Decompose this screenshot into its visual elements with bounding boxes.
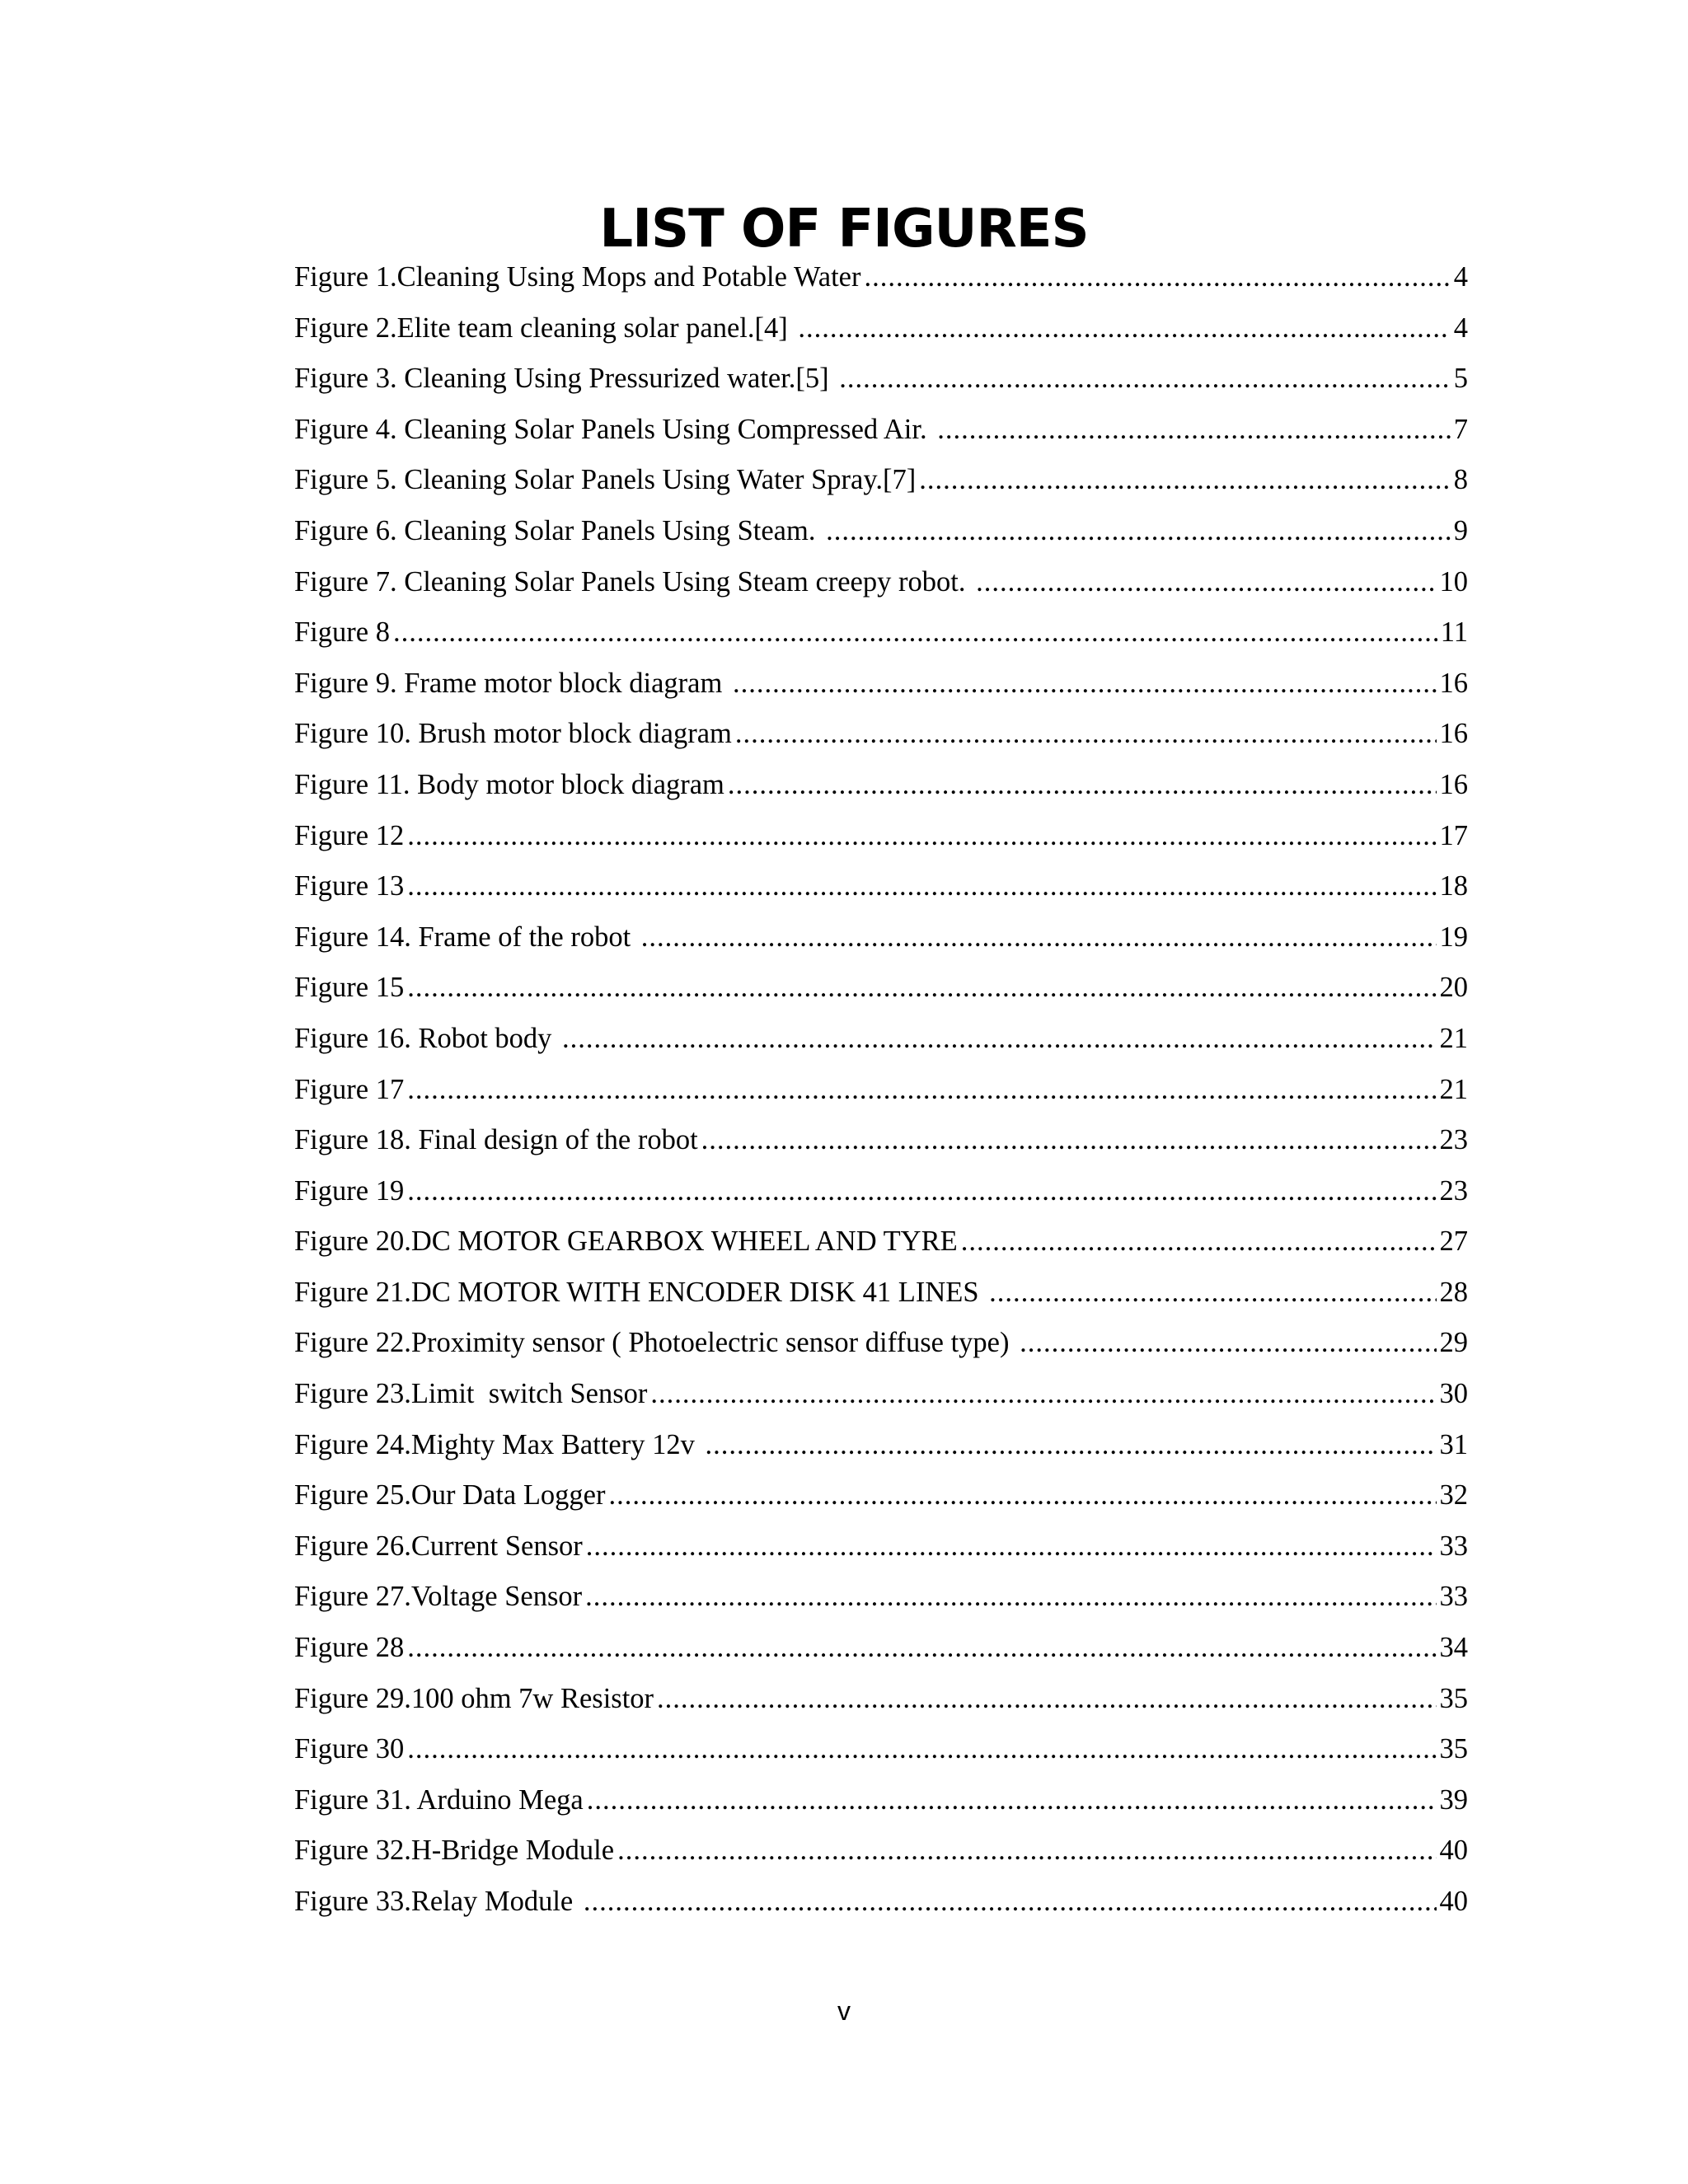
figure-entry[interactable]	[294, 557, 1468, 608]
page-number: v	[837, 1996, 851, 2026]
figure-entry-label: Figure 19	[294, 1174, 405, 1207]
figure-entry-page-number: 34	[1439, 1632, 1468, 1664]
figure-entry-label: Figure 16. Robot body	[294, 1022, 560, 1054]
dot-leader	[735, 709, 1437, 760]
page-title: LIST OF FIGURES	[599, 199, 1089, 260]
figure-entry-label: Figure 32.H-Bridge Module	[294, 1835, 615, 1867]
dot-leader	[864, 252, 1450, 303]
figure-entry[interactable]	[294, 963, 1468, 1014]
figure-entry[interactable]	[294, 506, 1468, 557]
figure-entry-page-number: 16	[1439, 667, 1468, 699]
figure-entry[interactable]	[294, 354, 1468, 405]
figure-entry-page-number: 5	[1453, 363, 1468, 395]
dot-leader	[407, 861, 1436, 912]
figure-entry[interactable]	[294, 861, 1468, 912]
figure-entry-page-number: 30	[1439, 1378, 1468, 1410]
figure-entry-label: Figure 11. Body motor block diagram	[294, 768, 724, 800]
figure-entry-label: Figure 10. Brush motor block diagram	[294, 718, 732, 750]
figure-entry-label: Figure 4. Cleaning Solar Panels Using Compressed Air.	[294, 413, 935, 445]
dot-leader	[584, 1877, 1437, 1928]
figure-entry-label: Figure 29.100 ohm 7w Resistor	[294, 1682, 654, 1714]
figure-entry-label: Figure 15	[294, 972, 405, 1004]
figure-entry-label: Figure 14. Frame of the robot	[294, 921, 638, 953]
figure-entry-label: Figure 23.Limit switch Sensor	[294, 1378, 648, 1410]
figure-entry-page-number: 40	[1439, 1835, 1468, 1867]
figure-entry[interactable]	[294, 811, 1468, 862]
figure-entry-page-number: 40	[1439, 1886, 1468, 1917]
figure-entry[interactable]	[294, 1775, 1468, 1826]
figure-entry[interactable]	[294, 709, 1468, 760]
dot-leader	[407, 1623, 1436, 1674]
figure-entry[interactable]	[294, 1420, 1468, 1471]
dot-leader	[407, 1065, 1436, 1116]
figure-entry-page-number: 21	[1439, 1073, 1468, 1105]
figure-entry[interactable]	[294, 455, 1468, 506]
dot-leader	[562, 1014, 1436, 1065]
figure-entry[interactable]	[294, 405, 1468, 456]
dot-leader	[728, 760, 1437, 811]
figure-entry-page-number: 4	[1453, 312, 1468, 344]
figure-entry[interactable]	[294, 1825, 1468, 1877]
figure-entry[interactable]	[294, 607, 1468, 658]
dot-leader	[407, 1166, 1436, 1217]
figure-entry[interactable]	[294, 303, 1468, 354]
figure-entry[interactable]	[294, 1216, 1468, 1268]
figure-entry[interactable]	[294, 1674, 1468, 1725]
figure-entry-page-number: 7	[1453, 413, 1468, 445]
figure-entry-page-number: 33	[1439, 1581, 1468, 1613]
figure-entry-page-number: 29	[1439, 1327, 1468, 1359]
figure-entry-label: Figure 30	[294, 1733, 405, 1765]
figure-entry[interactable]	[294, 1724, 1468, 1775]
figure-entry-page-number: 23	[1439, 1174, 1468, 1207]
dot-leader	[407, 1724, 1436, 1775]
dot-leader	[961, 1216, 1437, 1268]
dot-leader	[587, 1775, 1437, 1826]
figure-entry-label: Figure 17	[294, 1073, 405, 1105]
list-of-figures	[294, 252, 1468, 1928]
figure-entry-label: Figure 9. Frame motor block diagram	[294, 667, 729, 699]
figure-entry-page-number: 28	[1439, 1276, 1468, 1308]
figure-entry[interactable]	[294, 1166, 1468, 1217]
figure-entry-page-number: 23	[1439, 1124, 1468, 1156]
figure-entry[interactable]	[294, 658, 1468, 710]
figure-entry-page-number: 19	[1439, 921, 1468, 953]
figure-entry-page-number: 16	[1439, 768, 1468, 800]
figure-entry[interactable]	[294, 912, 1468, 963]
dot-leader	[839, 354, 1450, 405]
figure-entry[interactable]	[294, 1623, 1468, 1674]
figure-entry-page-number: 21	[1439, 1022, 1468, 1054]
dot-leader	[617, 1825, 1436, 1877]
dot-leader	[705, 1420, 1436, 1471]
figure-entry-page-number: 35	[1439, 1682, 1468, 1714]
figure-entry[interactable]	[294, 1877, 1468, 1928]
figure-entry[interactable]	[294, 760, 1468, 811]
figure-entry[interactable]	[294, 1065, 1468, 1116]
figure-entry-page-number: 33	[1439, 1530, 1468, 1562]
figure-entry-page-number: 4	[1453, 261, 1468, 293]
dot-leader	[641, 912, 1437, 963]
figure-entry-page-number: 10	[1439, 565, 1468, 598]
dot-leader	[657, 1674, 1436, 1725]
figure-entry[interactable]	[294, 1572, 1468, 1623]
figure-entry[interactable]	[294, 1470, 1468, 1521]
figure-entry-label: Figure 20.DC MOTOR GEARBOX WHEEL AND TYRE	[294, 1226, 958, 1258]
figure-entry-label: Figure 6. Cleaning Solar Panels Using Steam.	[294, 514, 823, 546]
figure-entry[interactable]	[294, 1318, 1468, 1369]
dot-leader	[826, 506, 1451, 557]
figure-entry-page-number: 27	[1439, 1226, 1468, 1258]
dot-leader	[586, 1521, 1437, 1572]
figure-entry-page-number: 11	[1440, 616, 1468, 649]
figure-entry-page-number: 20	[1439, 972, 1468, 1004]
figure-entry-page-number: 32	[1439, 1479, 1468, 1511]
figure-entry-label: Figure 2.Elite team cleaning solar panel.[4]	[294, 312, 795, 344]
figure-entry-label: Figure 28	[294, 1632, 405, 1664]
figure-entry-label: Figure 21.DC MOTOR WITH ENCODER DISK 41 LINES	[294, 1276, 987, 1308]
figure-entry[interactable]	[294, 1521, 1468, 1572]
dot-leader	[989, 1268, 1436, 1319]
figure-entry-label: Figure 8	[294, 616, 390, 649]
figure-entry-label: Figure 26.Current Sensor	[294, 1530, 583, 1562]
dot-leader	[798, 303, 1450, 354]
figure-entry[interactable]	[294, 1268, 1468, 1319]
figure-entry-label: Figure 33.Relay Module	[294, 1886, 580, 1917]
figure-entry-label: Figure 7. Cleaning Solar Panels Using Steam creepy robot.	[294, 565, 973, 598]
figure-entry-page-number: 31	[1439, 1428, 1468, 1460]
figure-entry-label: Figure 22.Proximity sensor ( Photoelectric sensor diffuse type)	[294, 1327, 1017, 1359]
figure-entry[interactable]	[294, 1115, 1468, 1166]
figure-entry[interactable]	[294, 252, 1468, 303]
dot-leader	[976, 557, 1436, 608]
dot-leader	[701, 1115, 1437, 1166]
figure-entry-page-number: 17	[1439, 819, 1468, 851]
dot-leader	[650, 1369, 1436, 1420]
figure-entry-page-number: 35	[1439, 1733, 1468, 1765]
figure-entry-page-number: 39	[1439, 1783, 1468, 1816]
figure-entry-page-number: 18	[1439, 870, 1468, 902]
figure-entry-label: Figure 5. Cleaning Solar Panels Using Water Spray.[7]	[294, 464, 917, 496]
dot-leader	[733, 658, 1437, 710]
figure-entry-label: Figure 12	[294, 819, 405, 851]
figure-entry-label: Figure 25.Our Data Logger	[294, 1479, 606, 1511]
figure-entry-page-number: 16	[1439, 718, 1468, 750]
figure-entry-page-number: 8	[1453, 464, 1468, 496]
figure-entry-label: Figure 3. Cleaning Using Pressurized water.[5]	[294, 363, 837, 395]
figure-entry[interactable]	[294, 1369, 1468, 1420]
dot-leader	[608, 1470, 1436, 1521]
dot-leader	[919, 455, 1451, 506]
figure-entry-label: Figure 27.Voltage Sensor	[294, 1581, 583, 1613]
figure-entry[interactable]	[294, 1014, 1468, 1065]
figure-entry-label: Figure 31. Arduino Mega	[294, 1783, 584, 1816]
dot-leader	[937, 405, 1451, 456]
dot-leader	[393, 607, 1437, 658]
figure-entry-label: Figure 13	[294, 870, 405, 902]
figure-entry-label: Figure 24.Mighty Max Battery 12v	[294, 1428, 702, 1460]
figure-entry-label: Figure 1.Cleaning Using Mops and Potable Water	[294, 261, 861, 293]
figure-entry-label: Figure 18. Final design of the robot	[294, 1124, 698, 1156]
dot-leader	[407, 963, 1436, 1014]
dot-leader	[407, 811, 1436, 862]
dot-leader	[1020, 1318, 1436, 1369]
dot-leader	[585, 1572, 1436, 1623]
figure-entry-page-number: 9	[1453, 514, 1468, 546]
